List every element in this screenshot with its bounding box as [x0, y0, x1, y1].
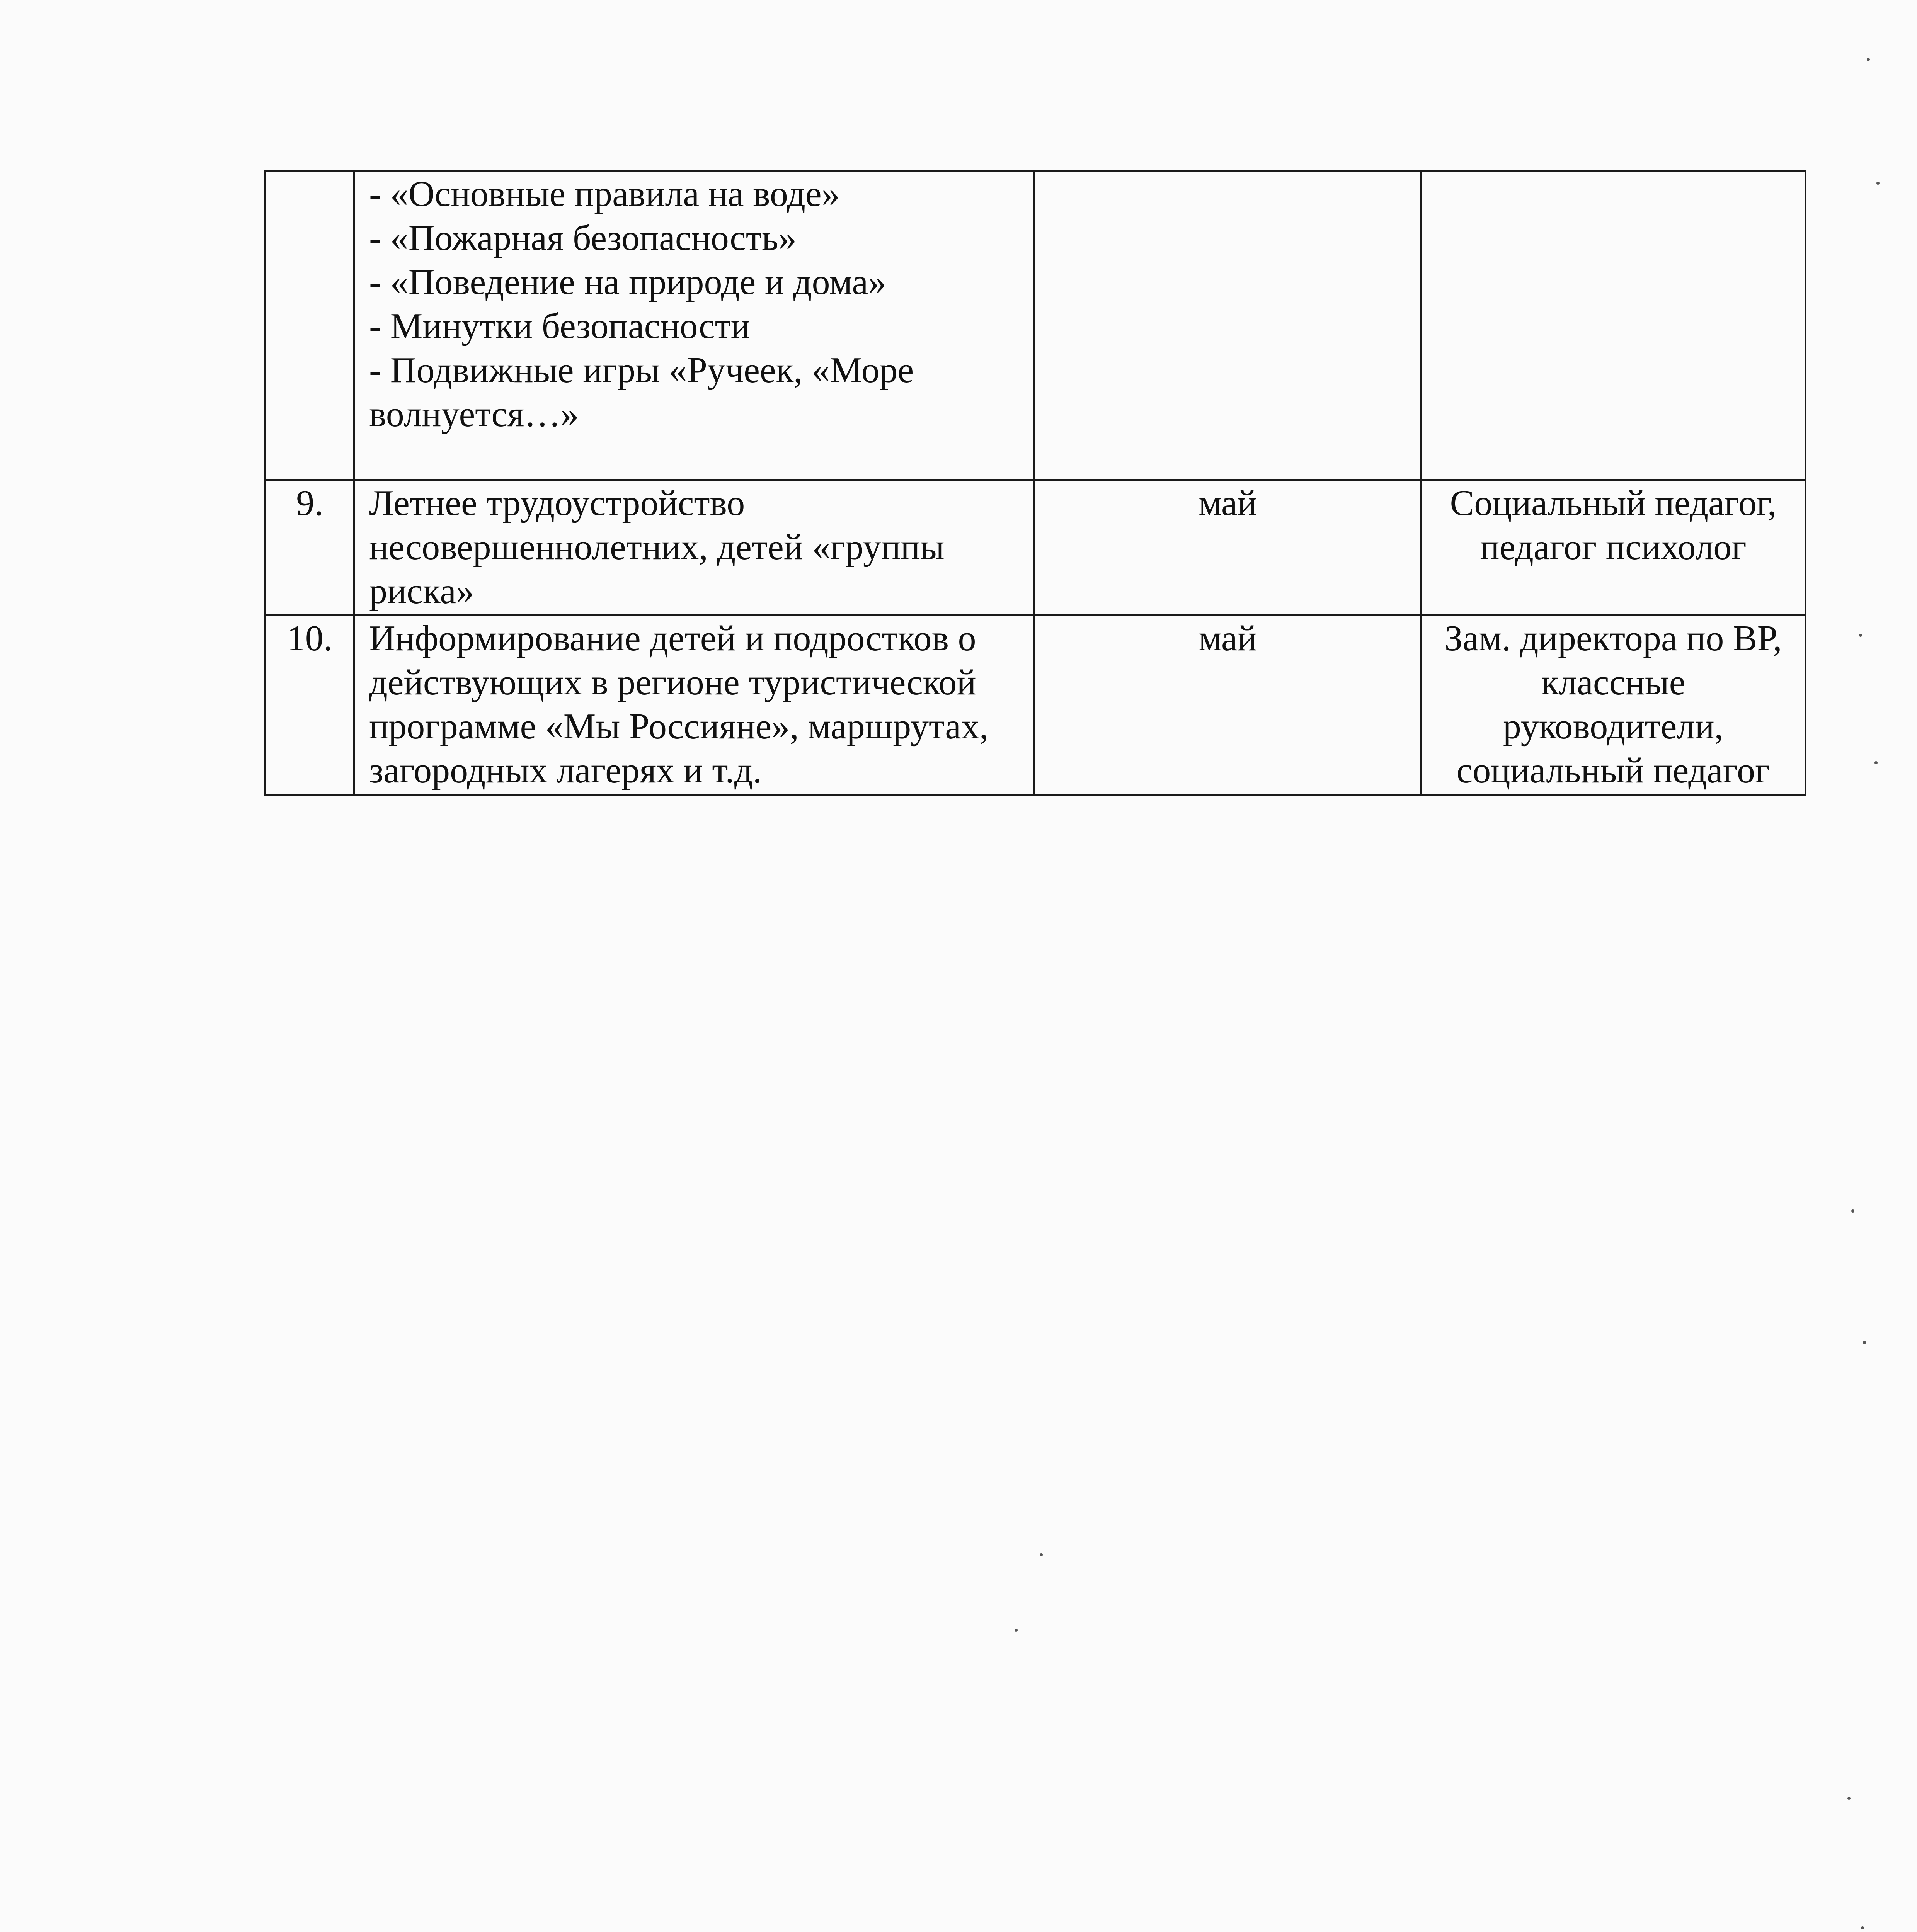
event-list-item: - Подвижные игры «Ручеек, «Море волнуется…»	[369, 350, 914, 434]
scan-speck	[1876, 182, 1880, 185]
scan-speck	[1863, 1341, 1866, 1344]
event-cell: Летнее трудоустройство несовершеннолетних, детей «группы риска»	[354, 480, 1035, 616]
scan-speck	[1851, 1209, 1854, 1213]
scan-speck	[1859, 634, 1862, 637]
scan-speck	[1861, 1926, 1864, 1929]
scan-speck	[1867, 58, 1870, 61]
scan-speck	[1874, 761, 1878, 764]
table-row	[266, 616, 1806, 795]
event-cell	[354, 171, 1035, 480]
row-number-cell	[266, 171, 354, 480]
scan-speck	[1847, 1797, 1851, 1800]
scan-speck	[1040, 1553, 1043, 1556]
responsible-cell: Социальный педагог, педагог психолог	[1421, 480, 1806, 616]
responsible-cell: Зам. директора по ВР, классные руководители, социальный педагог	[1421, 616, 1806, 795]
event-list-item: - Минутки безопасности	[369, 306, 751, 346]
event-list-item: - «Поведение на природе и дома»	[369, 262, 887, 302]
event-cell: Информирование детей и подростков о действующих в регионе туристической программе «Мы Россияне», маршрутах, загородных лагерях и т.д.	[354, 616, 1035, 795]
event-list-item: - «Основные правила на воде»	[369, 174, 840, 214]
row-number-cell: 9.	[266, 480, 354, 616]
row-number-cell: 10.	[266, 616, 354, 795]
table-row	[266, 171, 1806, 480]
activity-plan-table	[264, 170, 1806, 796]
date-cell	[1035, 171, 1421, 480]
responsible-cell	[1421, 171, 1806, 480]
date-cell: май	[1035, 480, 1421, 616]
table-row	[266, 480, 1806, 616]
event-list-item: - «Пожарная безопасность»	[369, 218, 797, 258]
date-cell: май	[1035, 616, 1421, 795]
scan-speck	[1015, 1629, 1018, 1632]
